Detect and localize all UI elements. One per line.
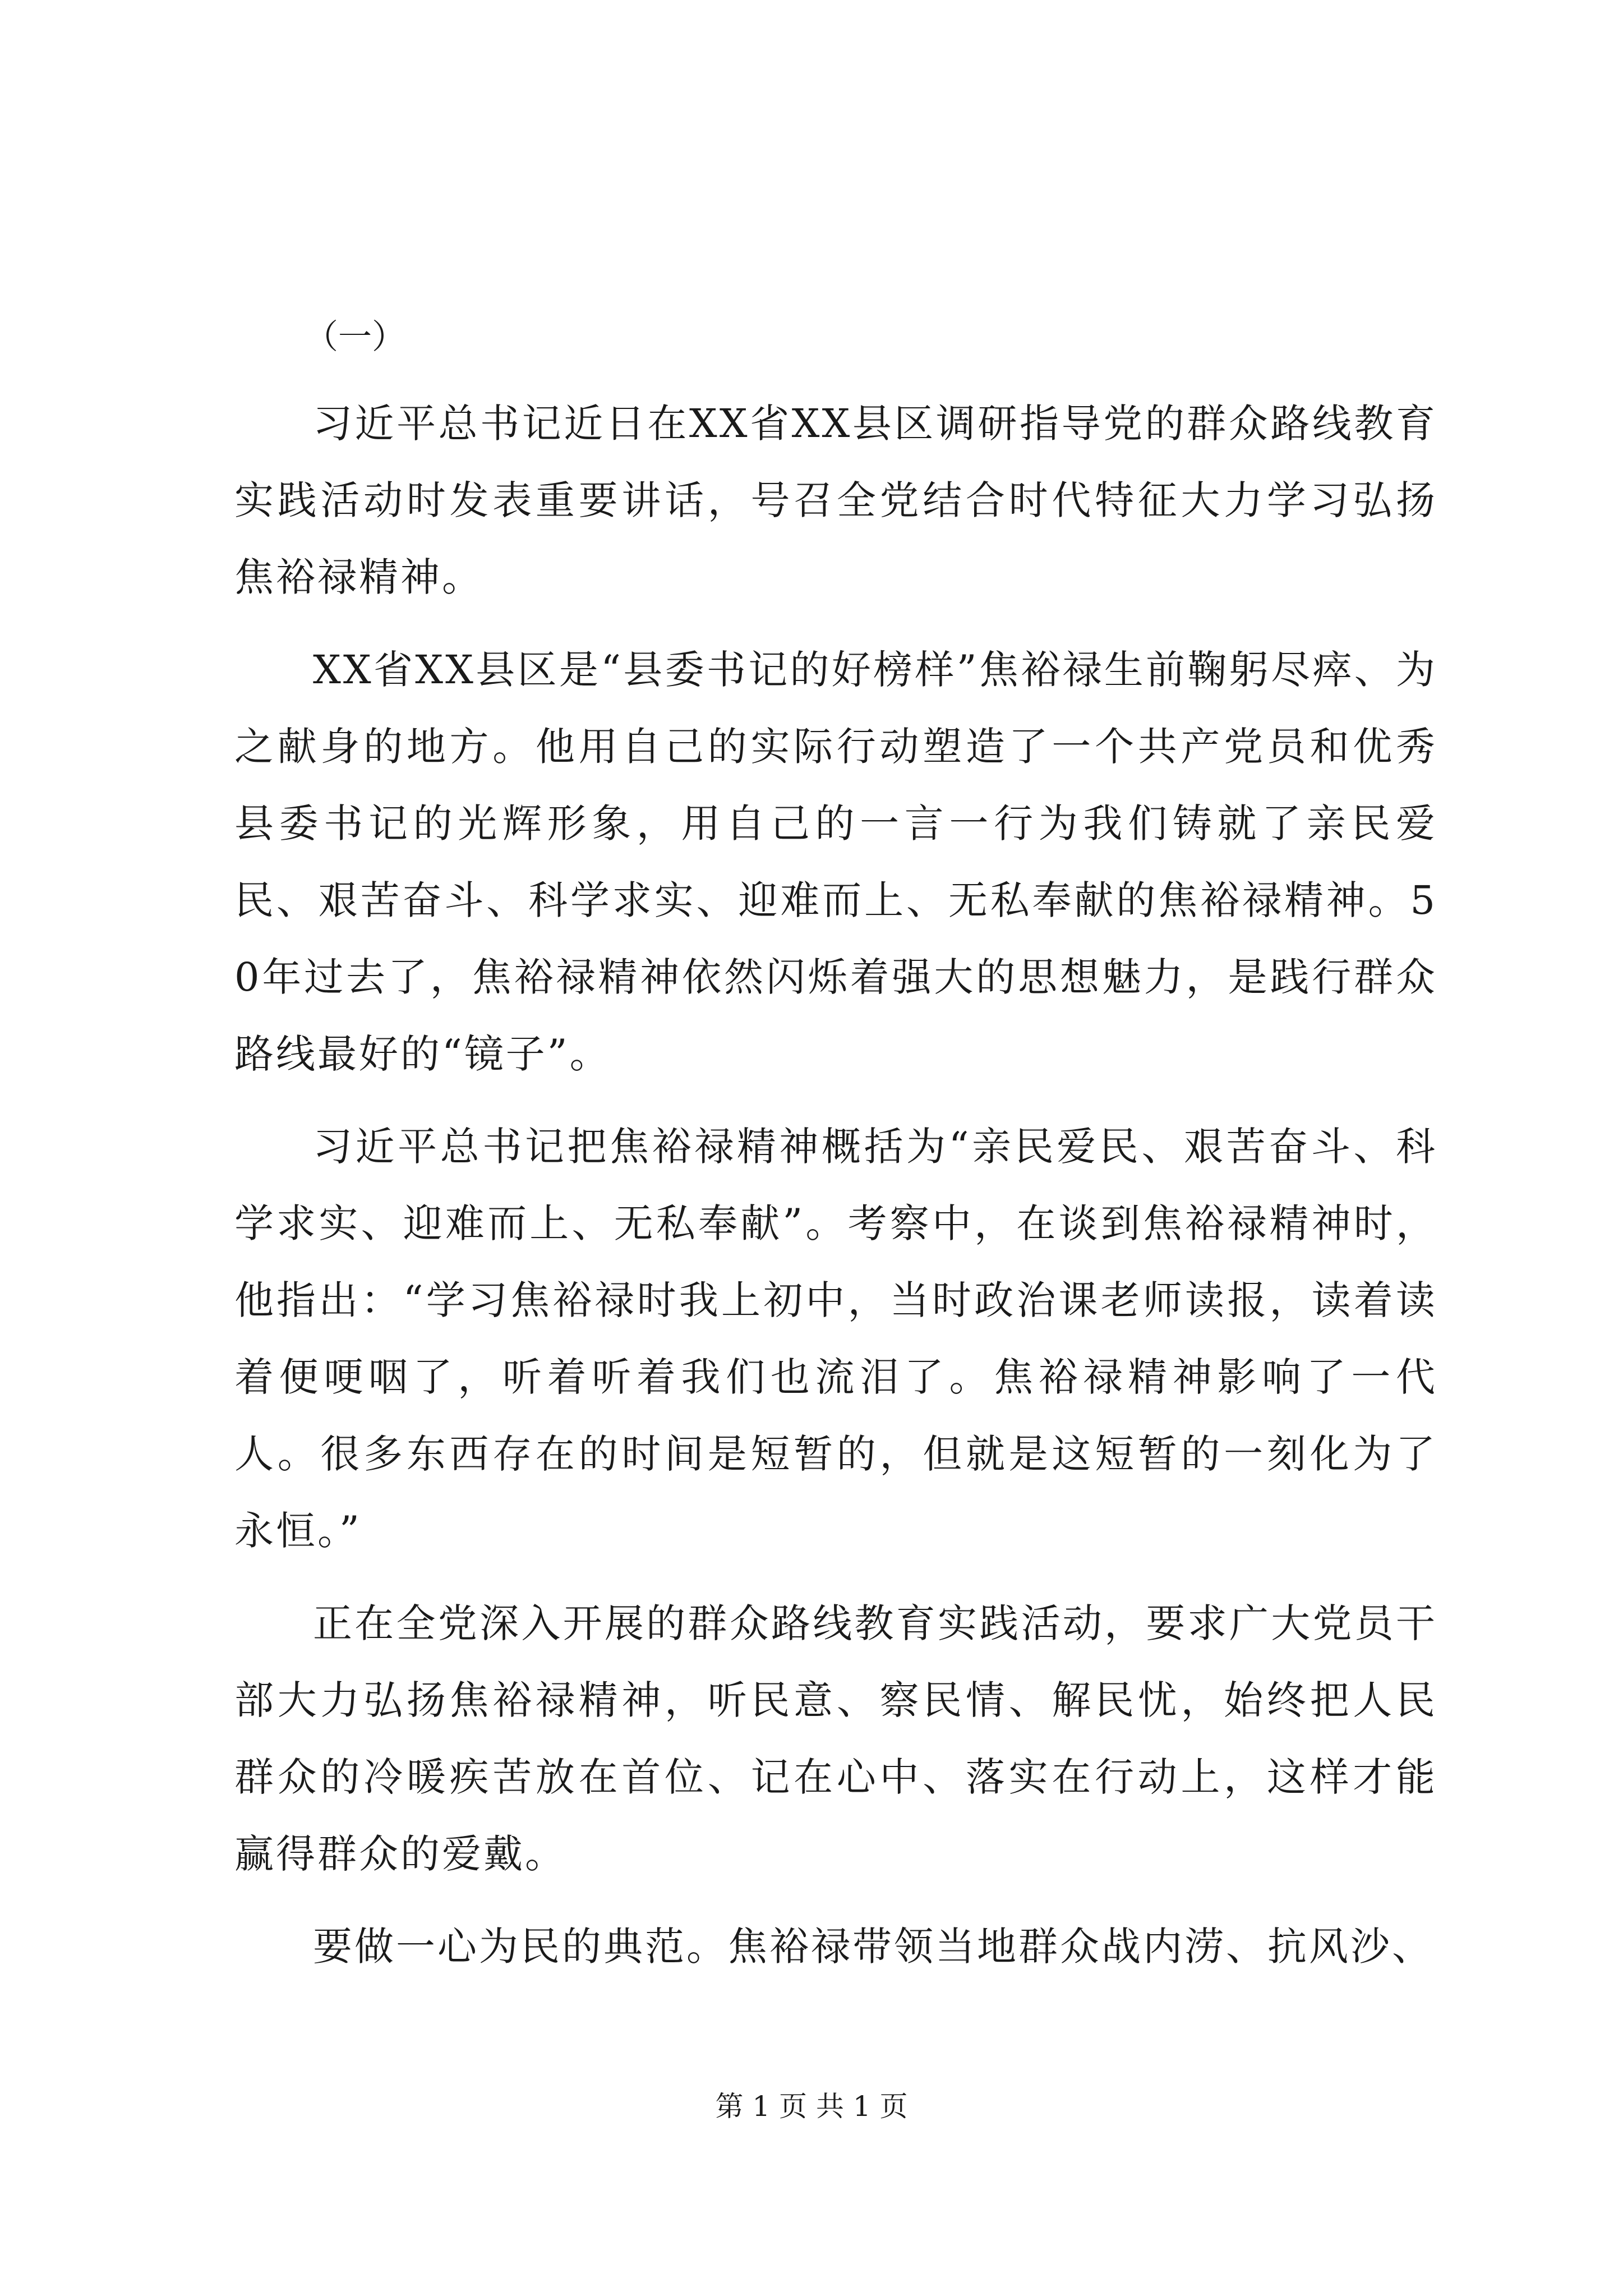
section-marker: （一）	[305, 318, 405, 357]
paragraph: 习近平总书记近日在XX省XX县区调研指导党的群众路线教育实践活动时发表重要讲话，号召全党结合时代特征大力学习弘扬焦裕禄精神。	[234, 401, 1437, 600]
paragraph: 要做一心为民的典范。焦裕禄带领当地群众战内涝、抗风沙、	[313, 1924, 1433, 1970]
document-body	[234, 289, 1437, 1985]
page-footer: 第 1 页 共 1 页	[715, 2090, 908, 2123]
paragraph: 习近平总书记把焦裕禄精神概括为“亲民爱民、艰苦奋斗、科学求实、迎难而上、无私奉献”。考察中，在谈到焦裕禄精神时，他指出：“学习焦裕禄时我上初中，当时政治课老师读报，读着读着便哽咽了，听着听着我们也流泪了。焦裕禄精神影响了一代人。很多东西存在的时间是短暂的，但就是这短暂的一刻化为了永恒。”	[234, 1124, 1437, 1554]
paragraph: 正在全党深入开展的群众路线教育实践活动，要求广大党员干部大力弘扬焦裕禄精神，听民意、察民情、解民忧，始终把人民群众的冷暖疾苦放在首位、记在心中、落实在行动上，这样才能赢得群众的爱戴。	[234, 1600, 1437, 1877]
paragraph: XX省XX县区是“县委书记的好榜样”焦裕禄生前鞠躬尽瘁、为之献身的地方。他用自己的实际行动塑造了一个共产党员和优秀县委书记的光辉形象，用自己的一言一行为我们铸就了亲民爱民、艰苦奋斗、科学求实、迎难而上、无私奉献的焦裕禄精神。50年过去了，焦裕禄精神依然闪烁着强大的思想魅力，是践行群众路线最好的“镜子”。	[234, 647, 1437, 1077]
